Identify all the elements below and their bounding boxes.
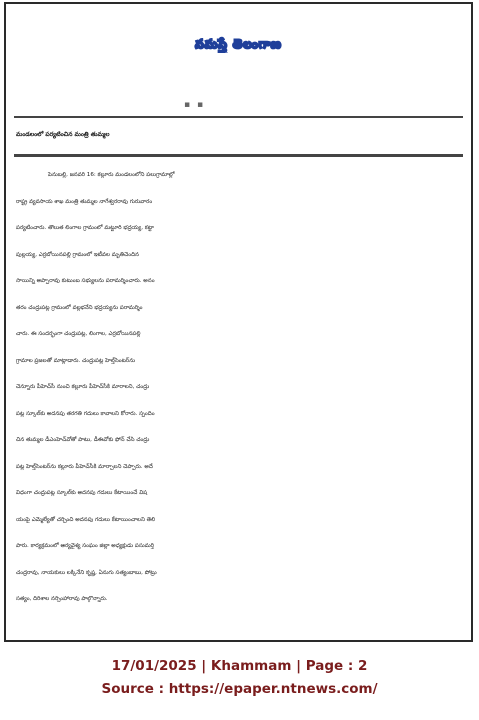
article-line: విధంగా చంద్రుపట్ల స్కూల్‌కు అదనపు గదులు కేటాయించే విష xyxy=(16,490,148,496)
article-line: చిన తుమ్మల డీఎంహెచ్‌వోతో పాటు, డీఈవోకు ఫోన్ చేసి చంద్రు xyxy=(16,437,150,443)
article-line: గ్రామాల ప్రజలతో మాట్లాడారు. చంద్రుపట్ల హెల్త్‌సెంటర్‌ను xyxy=(16,357,136,364)
edition-info: 17/01/2025 | Khammam | Page : 2 xyxy=(111,658,368,674)
article-line: పారు. కార్యక్రమంలో ఆర్యవైశ్య సంఘం జిల్లా అధ్యక్షుడు పసుమర్తి xyxy=(16,543,154,549)
article-line: పర్యటించారు. తొలుత లింగాల గ్రామంలో మట్టూరి భద్రయ్య, కట్టా xyxy=(16,225,154,231)
article-line: తరం చంద్రుపట్ల గ్రామంలో వల్లభనేని భద్రయ్యను పరామర్శిం xyxy=(16,304,143,311)
article-line: చంద్రరావు, నాయకులు లక్కినేని కృష్ణ, ఏనుగు సత్యంబాబు, పోట్రు xyxy=(16,569,157,576)
article-body xyxy=(16,162,463,613)
article-line: పుల్లయ్య, ఎర్రబోయినపల్లి గ్రామంలో ఇటీవల మృతిచెందిన xyxy=(16,251,139,258)
article-line: చెన్నూరు పీహెచ్‌సీ నుంచి కల్లూరు పీహెచ్‌సీకి మారాలని, చంద్రు xyxy=(16,384,150,390)
clipping-frame xyxy=(4,2,473,642)
article-line: పట్ల హెల్త్‌సెంటర్‌ను కల్లూరు పీహెచ్‌సీకి మార్చాలని చెప్పారు. అదే xyxy=(16,463,153,470)
article-line: చారు. ఈ సందర్భంగా చంద్రుపట్ల, లింగాల, ఎర్రబోయినపల్లి xyxy=(16,331,141,337)
article-line: సత్యం, దిరిశాల నర్సింహారావు పాల్గొన్నారు. xyxy=(16,596,108,602)
headline-bottom-rule xyxy=(14,154,463,157)
source-link[interactable]: Source : https://epaper.ntnews.com/ xyxy=(101,681,378,697)
article-line: పెనుబల్లి, జనవరి 16: కల్లూరు మండలంలోని పలుగ్రామాల్లో xyxy=(48,172,175,178)
decorative-mark: ▪ ▪ xyxy=(184,100,206,110)
article-line: సాయిన్ని అప్పారావు కుటుంబ సభ్యులను పరామర్శించారు. అనం xyxy=(16,278,155,284)
newspaper-masthead: నమస్తే తెలంగాణ xyxy=(195,37,282,51)
article-line: పట్ల స్కూల్‌కు అదనపు తరగతి గదులు కావాలని కోరారు. స్పందిం xyxy=(16,410,155,417)
article-line: రాష్ట్ర వ్యవసాయ శాఖ మంత్రి తుమ్మల నాగేశ్వరరావు గురువారం xyxy=(16,198,153,205)
article-line: యంపై ఎమ్మెల్యేతో చర్చించి అదనపు గదులు కేటాయించాలని తెలి xyxy=(16,516,156,523)
article-headline: మండలంలో పర్యటించిన మంత్రి తుమ్మల xyxy=(16,131,110,138)
